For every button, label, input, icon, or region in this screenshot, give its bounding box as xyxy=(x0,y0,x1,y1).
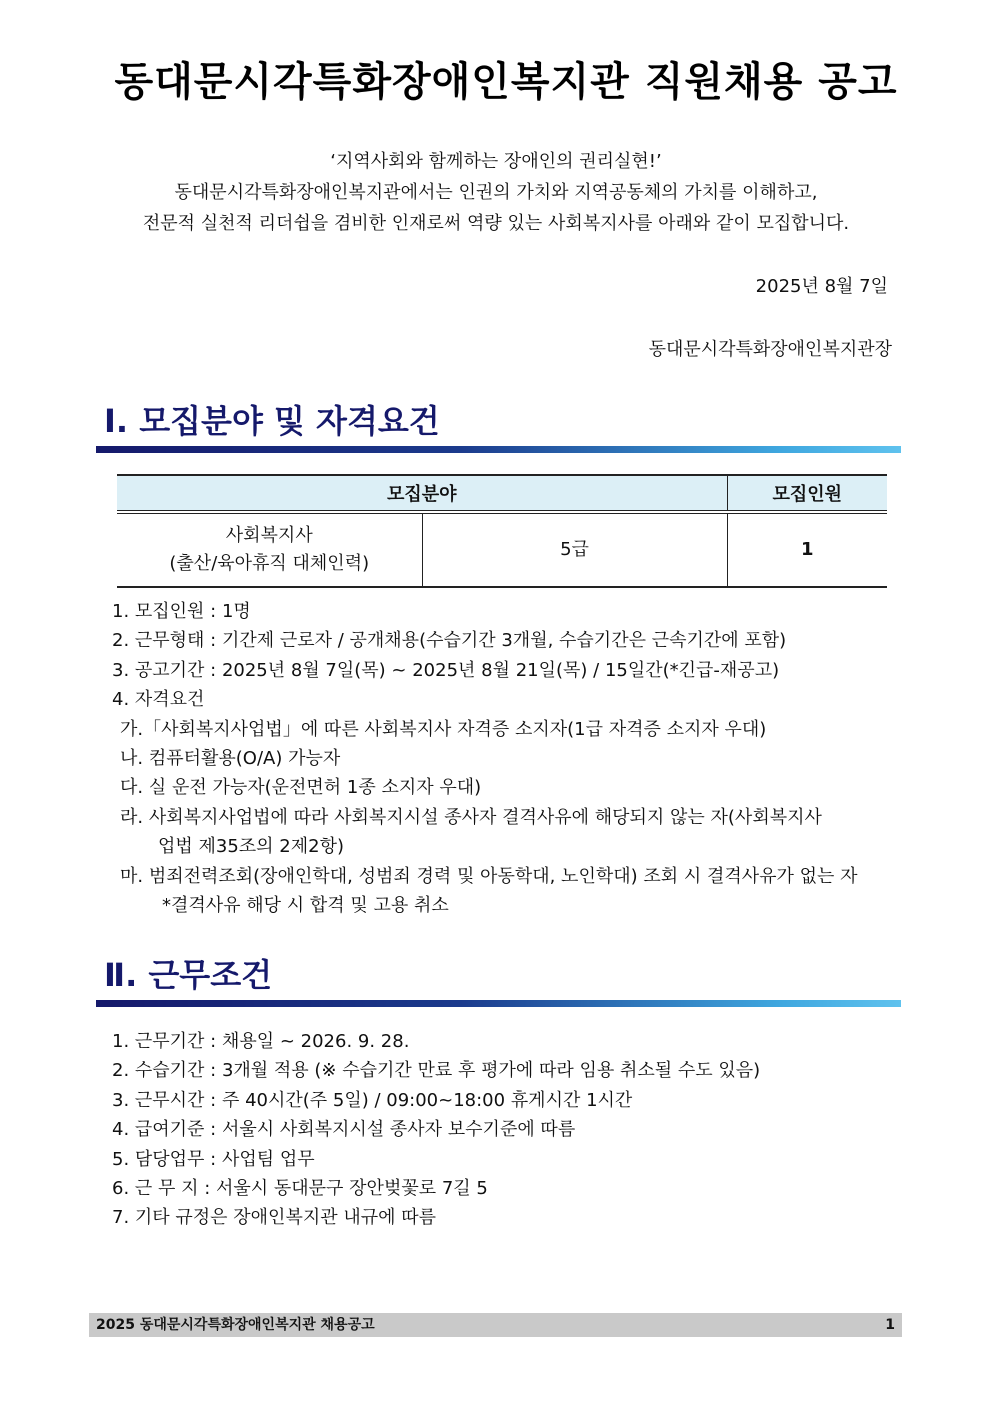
list-item: 6. 근 무 지 : 서울시 동대문구 장안벚꽃로 7길 5 xyxy=(112,1177,488,1199)
list-item: 3. 근무시간 : 주 40시간(주 5일) / 09:00~18:00 휴게시간 1시간 xyxy=(112,1089,633,1111)
list-item: 2. 수습기간 : 3개월 적용 (※ 수습기간 만료 후 평가에 따라 임용 취소될 수도 있음) xyxy=(112,1060,761,1082)
section-2-heading: Ⅱ. 근무조건 xyxy=(104,956,273,994)
list-item: 7. 기타 규정은 장애인복지관 내규에 따름 xyxy=(112,1207,436,1229)
announcement-date: 2025년 8월 7일 xyxy=(755,276,888,297)
footer-text: 2025 동대문시각특화장애인복지관 채용공고 xyxy=(96,1317,375,1333)
list-item: 1. 근무기간 : 채용일 ~ 2026. 9. 28. xyxy=(112,1031,410,1052)
position-line-1: 사회복지사 xyxy=(225,525,313,546)
signer: 동대문시각특화장애인복지관장 xyxy=(648,339,892,360)
cell-count: 1 xyxy=(727,514,887,588)
list-item: 3. 공고기간 : 2025년 8월 7일(목) ~ 2025년 8월 21일(목) / 15일간(*긴급-재공고) xyxy=(112,659,780,681)
table-header-row xyxy=(117,475,887,511)
intro-block xyxy=(0,146,992,239)
header-field: 모집분야 xyxy=(117,475,727,511)
cell-grade: 5급 xyxy=(422,514,727,588)
list-item: 4. 급여기준 : 서울시 사회복지시설 종사자 보수기준에 따름 xyxy=(112,1119,576,1141)
header-count: 모집인원 xyxy=(727,475,887,511)
sub-item: 나. 컴퓨터활용(O/A) 가능자 xyxy=(120,747,341,769)
work-conditions-list xyxy=(112,1027,760,1233)
requirements-list xyxy=(112,597,858,920)
list-item: 2. 근무형태 : 기간제 근로자 / 공개채용(수습기간 3개월, 수습기간은 근속기간에 포함) xyxy=(112,630,787,652)
recruitment-table xyxy=(117,474,887,588)
page-number: 1 xyxy=(885,1317,895,1333)
list-item: 5. 담당업무 : 사업팀 업무 xyxy=(112,1148,315,1170)
sub-item: 마. 범죄전력조회(장애인학대, 성범죄 경력 및 아동학대, 노인학대) 조회 시 결격사유가 없는 자 xyxy=(120,865,858,887)
list-item: 1. 모집인원 : 1명 xyxy=(112,601,251,622)
page-footer xyxy=(89,1313,902,1337)
section-1-heading: Ⅰ. 모집분야 및 자격요건 xyxy=(104,402,440,440)
section-1-divider xyxy=(96,446,901,453)
sub-item: 가.「사회복지사업법」에 따른 사회복지사 자격증 소지자(1급 자격증 소지자 우대) xyxy=(120,718,767,740)
list-item: 4. 자격요건 xyxy=(112,689,205,711)
section-2-divider xyxy=(96,1000,901,1007)
position-line-2: (출산/육아휴직 대체인력) xyxy=(169,553,370,574)
sub-item: 라. 사회복지사업법에 따라 사회복지시설 종사자 결격사유에 해당되지 않는 자(사회복지사 xyxy=(120,806,822,828)
cell-position xyxy=(117,514,422,588)
sub-item-continuation: 업법 제35조의 2제2항) xyxy=(158,836,344,858)
intro-slogan: ‘지역사회와 함께하는 장애인의 권리실현!’ xyxy=(330,151,662,172)
page-title: 동대문시각특화장애인복지관 직원채용 공고 xyxy=(114,59,898,105)
sub-item: 다. 실 운전 가능자(운전면허 1종 소지자 우대) xyxy=(120,777,482,799)
disqualification-note: *결격사유 해당 시 합격 및 고용 취소 xyxy=(162,894,449,916)
intro-line-1: 동대문시각특화장애인복지관에서는 인권의 가치와 지역공동체의 가치를 이해하고, xyxy=(174,182,818,203)
table-row xyxy=(117,514,887,588)
intro-line-2: 전문적 실천적 리더쉽을 겸비한 인재로써 역량 있는 사회복지사를 아래와 같이 모집합니다. xyxy=(142,213,850,234)
